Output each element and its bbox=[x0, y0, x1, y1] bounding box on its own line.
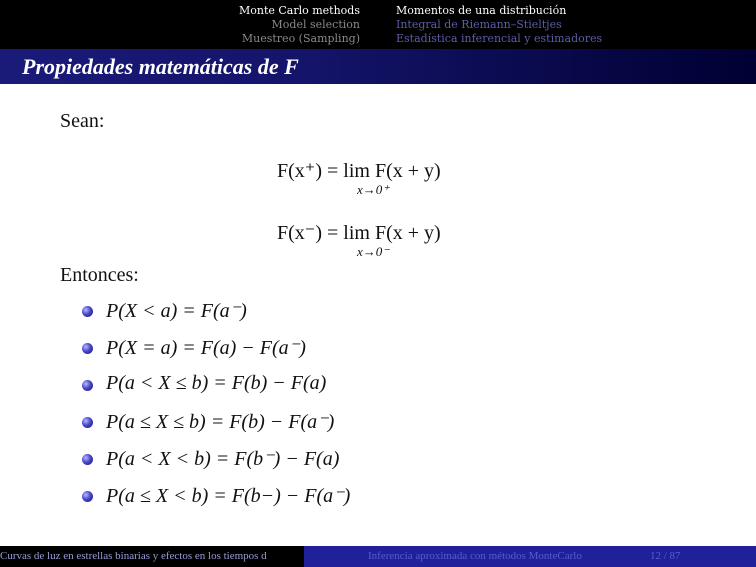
equation-1-rhs: F(x + y) bbox=[374, 160, 441, 182]
list-item bbox=[82, 409, 350, 446]
property-text: P(a ≤ X < b) = F(b−) − F(a⁻) bbox=[106, 485, 351, 507]
bullet-ball-icon bbox=[82, 343, 93, 354]
equation-1-lhs: F(x⁺) = lim bbox=[277, 160, 370, 182]
bullet-ball-icon bbox=[82, 491, 93, 502]
list-item bbox=[82, 483, 350, 520]
equation-2-limit: x→0⁻ bbox=[357, 244, 390, 259]
nav-section-monte-carlo[interactable]: Monte Carlo methods bbox=[238, 4, 360, 17]
slide-footer bbox=[0, 546, 756, 567]
list-item bbox=[82, 446, 350, 483]
nav-subsection-momentos[interactable]: Momentos de una distribución bbox=[396, 4, 567, 17]
bullet-ball-icon bbox=[82, 417, 93, 428]
property-list bbox=[82, 298, 350, 520]
property-text: P(a < X < b) = F(b⁻) − F(a) bbox=[106, 448, 340, 470]
page-counter: 12 / 87 bbox=[650, 550, 681, 562]
footer-short-title[interactable]: Inferencia aproximada con métodos MonteCarlo bbox=[368, 550, 582, 562]
property-text: P(a ≤ X ≤ b) = F(b) − F(a⁻) bbox=[106, 411, 335, 433]
list-item bbox=[82, 372, 350, 409]
frame-title-bar bbox=[0, 49, 756, 84]
nav-section-sampling[interactable]: Muestreo (Sampling) bbox=[241, 32, 360, 45]
subsection-navigation-panel bbox=[378, 0, 756, 49]
equation-left-limit bbox=[277, 158, 441, 197]
property-text: P(X < a) = F(a⁻) bbox=[106, 300, 247, 322]
bullet-ball-icon bbox=[82, 380, 93, 391]
list-item bbox=[82, 335, 350, 372]
footer-title[interactable]: Curvas de luz en estrellas binarias y efectos en los tiempos d bbox=[0, 546, 304, 567]
nav-subsection-riemann-stieltjes[interactable]: Integral de Riemann–Stieltjes bbox=[396, 18, 562, 31]
bullet-ball-icon bbox=[82, 454, 93, 465]
property-text: P(a < X ≤ b) = F(b) − F(a) bbox=[106, 372, 327, 394]
footer-right-panel bbox=[304, 546, 756, 567]
equation-right-limit bbox=[277, 220, 441, 259]
frame-title: Propiedades matemáticas de F bbox=[22, 53, 299, 79]
slide-body bbox=[0, 84, 756, 546]
property-text: P(X = a) = F(a) − F(a⁻) bbox=[106, 337, 306, 359]
top-navigation-bar bbox=[0, 0, 756, 49]
intro-text: Sean: bbox=[60, 110, 105, 132]
list-item bbox=[82, 298, 350, 335]
nav-section-model-selection[interactable]: Model selection bbox=[271, 18, 360, 31]
then-text: Entonces: bbox=[60, 264, 139, 286]
bullet-ball-icon bbox=[82, 306, 93, 317]
equation-1-limit: x→0⁺ bbox=[357, 182, 390, 197]
equation-2-rhs: F(x + y) bbox=[374, 222, 441, 244]
equation-2-lhs: F(x⁻) = lim bbox=[277, 222, 370, 244]
nav-subsection-estadistica[interactable]: Estadística inferencial y estimadores bbox=[396, 32, 603, 45]
section-navigation bbox=[239, 4, 360, 46]
